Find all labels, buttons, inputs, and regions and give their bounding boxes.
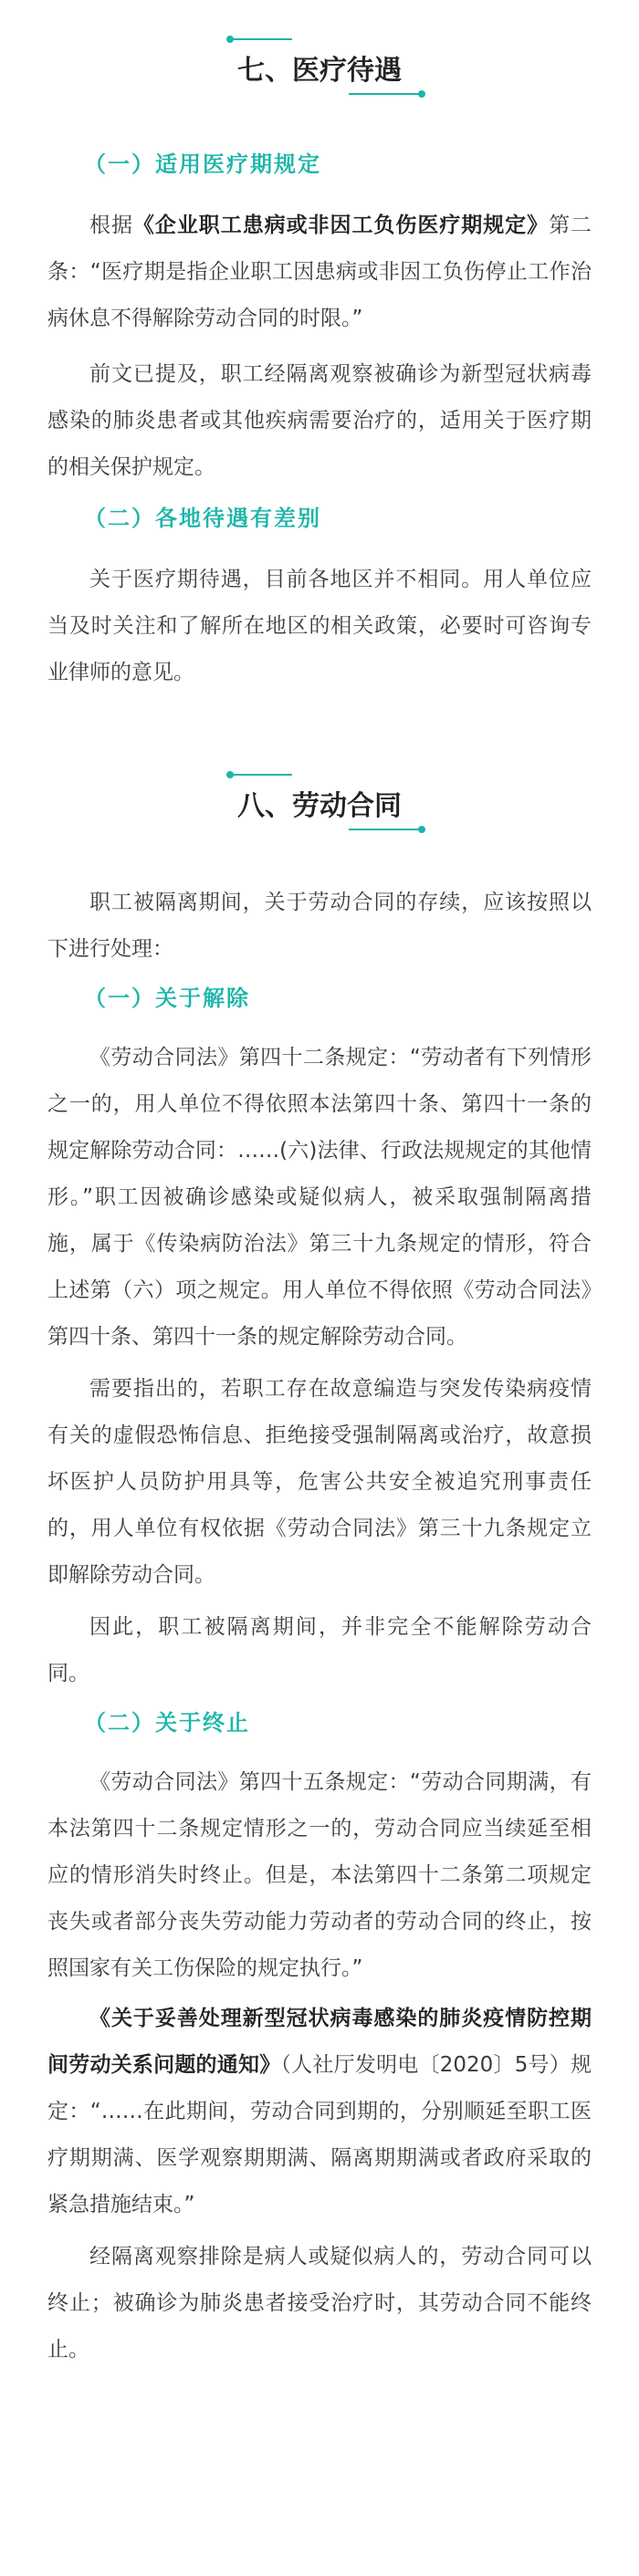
section-contract (0, 774, 639, 2373)
subheading: （一）关于解除 (84, 986, 250, 1011)
title-decoration-line-icon (230, 774, 292, 776)
paragraph-text: 第二条：“医疗期是指企业职工因患病或非因工负伤停止工作治病休息不得解除劳动合同的时限。” (47, 214, 592, 330)
paragraph: 因此，职工被隔离期间，并非完全不能解除劳动合同。 (47, 1615, 592, 1685)
paragraph: 《劳动合同法》第四十五条规定：“劳动合同期满，有本法第四十二条规定情形之一的，劳动合同应当续延至相应的情形消失时终止。但是，本法第四十二条第二项规定丧失或者部分丧失劳动能力劳动者的劳动合同的终止，按照国家有关工伤保险的规定执行。” (47, 1770, 592, 1980)
paragraph-text: （人社厅发明电〔2020〕5号）规定：“……在此期间，劳动合同到期的，分别顺延至职工医疗期期满、医学观察期期满、隔离期期满或者政府采取的紧急措施结束。” (47, 2053, 592, 2216)
subheading: （二）各地待遇有差别 (84, 506, 321, 531)
paragraph (47, 203, 592, 342)
section-medical (0, 38, 639, 696)
title-decoration-line-icon (349, 93, 422, 95)
section-title: 七、医疗待遇 (237, 55, 402, 87)
paragraph: 经隔离观察排除是病人或疑似病人的，劳动合同可以终止；被确诊为肺炎患者接受治疗时，其劳动合同不能终止。 (47, 2245, 592, 2362)
section-title: 八、劳动合同 (237, 790, 402, 822)
paragraph: 需要指出的，若职工存在故意编造与突发传染病疫情有关的虚假恐怖信息、拒绝接受强制隔离或治疗，故意损坏医护人员防护用具等，危害公共安全被追究刑事责任的，用人单位有权依据《劳动合同法》第三十九条规定立即解除劳动合同。 (47, 1377, 592, 1587)
notice-title: 《关于妥善处理新型冠状病毒感染的肺炎疫情防控期间劳动关系问题的通知》 (47, 2007, 592, 2077)
paragraph: 关于医疗期待遇，目前各地区并不相同。用人单位应当及时关注和了解所在地区的相关政策，必要时可咨询专业律师的意见。 (47, 568, 592, 684)
paragraph-text: 根据 (89, 214, 133, 237)
paragraph (47, 1996, 592, 2228)
title-decoration-line-icon (230, 38, 292, 40)
section-title-block (0, 38, 639, 120)
subheading: （二）关于终止 (84, 1710, 250, 1736)
subheading: （一）适用医疗期规定 (84, 151, 321, 177)
paragraph: 前文已提及，职工经隔离观察被确诊为新型冠状病毒感染的肺炎患者或其他疾病需要治疗的，适用关于医疗期的相关保护规定。 (47, 362, 592, 479)
paragraph: 职工被隔离期间，关于劳动合同的存续，应该按照以下进行处理： (47, 891, 592, 961)
paragraph: 《劳动合同法》第四十二条规定：“劳动者有下列情形之一的，用人单位不得依照本法第四十条、第四十一条的规定解除劳动合同：……(六)法律、行政法规规定的其他情形。”职工因被确诊感染或疑似病人，被采取强制隔离措施，属于《传染病防治法》第三十九条规定的情形，符合上述第（六）项之规定。用人单位不得依照《劳动合同法》第四十条、第四十一条的规定解除劳动合同。 (47, 1046, 592, 1349)
section-title-block (0, 774, 639, 856)
title-decoration-line-icon (349, 829, 422, 830)
law-title: 《企业职工患病或非因工负伤医疗期规定》 (132, 214, 550, 237)
